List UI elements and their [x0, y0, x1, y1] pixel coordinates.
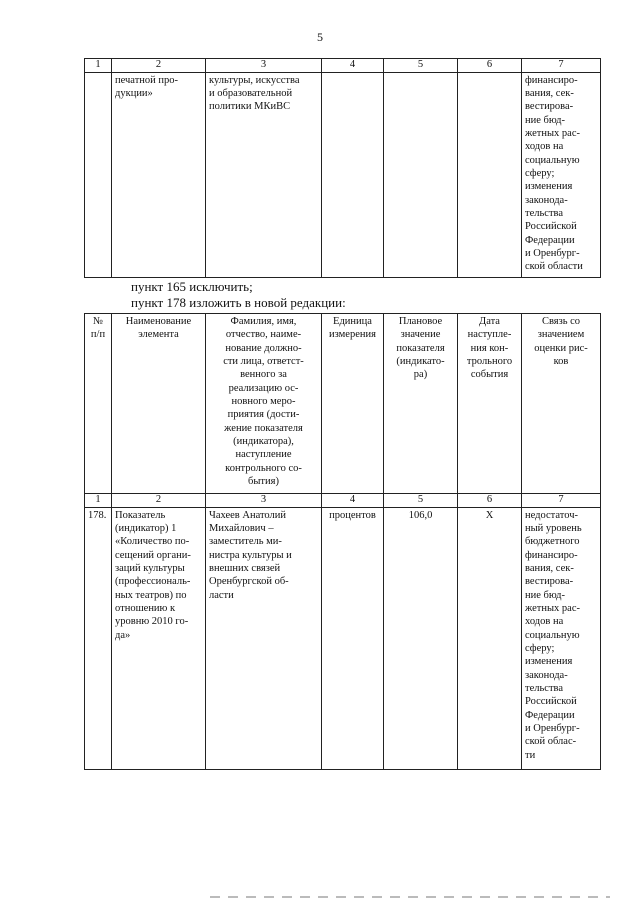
column-number: 5: [384, 59, 458, 73]
cell-planned-value: 106,0: [384, 507, 458, 769]
column-number: 1: [85, 59, 112, 73]
column-number: 6: [458, 494, 522, 508]
column-number: 4: [322, 494, 384, 508]
cell-element-name: печатной про- дукции»: [112, 72, 206, 277]
cell-unit: [322, 72, 384, 277]
instruction-new-178: пункт 178 изложить в новой редакции:: [131, 295, 346, 310]
header-responsible: Фамилия, имя, отчество, наиме- нование должно- сти лица, ответст- венного за реализацию ос- новного меро- приятия (дости- жение показателя (индикатора), наступление контрольного со- бытия): [206, 314, 322, 494]
footer-divider: [210, 896, 610, 898]
header-risk-link: Связь со значением оценки рис- ков: [522, 314, 601, 494]
cell-responsible: Чахеев Анатолий Михайлович – заместитель ми- нистра культуры и внешних связей Оренбургской об- ласти: [206, 507, 322, 769]
cell-risk-link: недостаточ- ный уровень бюджетного финансиро- вания, сек- вестирова- ние бюд- жетных рас- ходов на социальную сферу; изменения законода- тельства Российской Федерации и Оренбург- ской облас- ти: [522, 507, 601, 769]
column-number-row: [85, 59, 601, 73]
column-number: 7: [522, 494, 601, 508]
column-number: 1: [85, 494, 112, 508]
cell-date: [458, 72, 522, 277]
cell-unit: процентов: [322, 507, 384, 769]
column-number: 6: [458, 59, 522, 73]
continuation-table: [84, 58, 601, 278]
table-header-row: [85, 314, 601, 494]
header-date: Дата наступле- ния кон- трольного события: [458, 314, 522, 494]
cell-number: [85, 72, 112, 277]
column-number-row: [85, 494, 601, 508]
instruction-delete-165: пункт 165 исключить;: [131, 279, 253, 294]
cell-responsible: культуры, искусства и образовательной политики МКиВС: [206, 72, 322, 277]
header-planned-value: Плановое значение показателя (индикато- ра): [384, 314, 458, 494]
cell-number: 178.: [85, 507, 112, 769]
cell-element-name: Показатель (индикатор) 1 «Количество по- сещений органи- заций культуры (профессиональ- ных театров) по отношению к уровню 2010 го- да»: [112, 507, 206, 769]
column-number: 3: [206, 494, 322, 508]
table-row: [85, 507, 601, 769]
header-number: № п/п: [85, 314, 112, 494]
column-number: 4: [322, 59, 384, 73]
column-number: 5: [384, 494, 458, 508]
table-row: [85, 72, 601, 277]
cell-date: Х: [458, 507, 522, 769]
column-number: 3: [206, 59, 322, 73]
column-number: 2: [112, 59, 206, 73]
item-178-table: [84, 313, 601, 770]
column-number: 2: [112, 494, 206, 508]
column-number: 7: [522, 59, 601, 73]
header-element-name: Наименование элемента: [112, 314, 206, 494]
cell-risk-link: финансиро- вания, сек- вестирова- ние бюд- жетных рас- ходов на социальную сферу; изменения законода- тельства Российской Федерации и Оренбург- ской области: [522, 72, 601, 277]
page-number: 5: [317, 30, 323, 44]
header-unit: Единица измерения: [322, 314, 384, 494]
cell-planned-value: [384, 72, 458, 277]
